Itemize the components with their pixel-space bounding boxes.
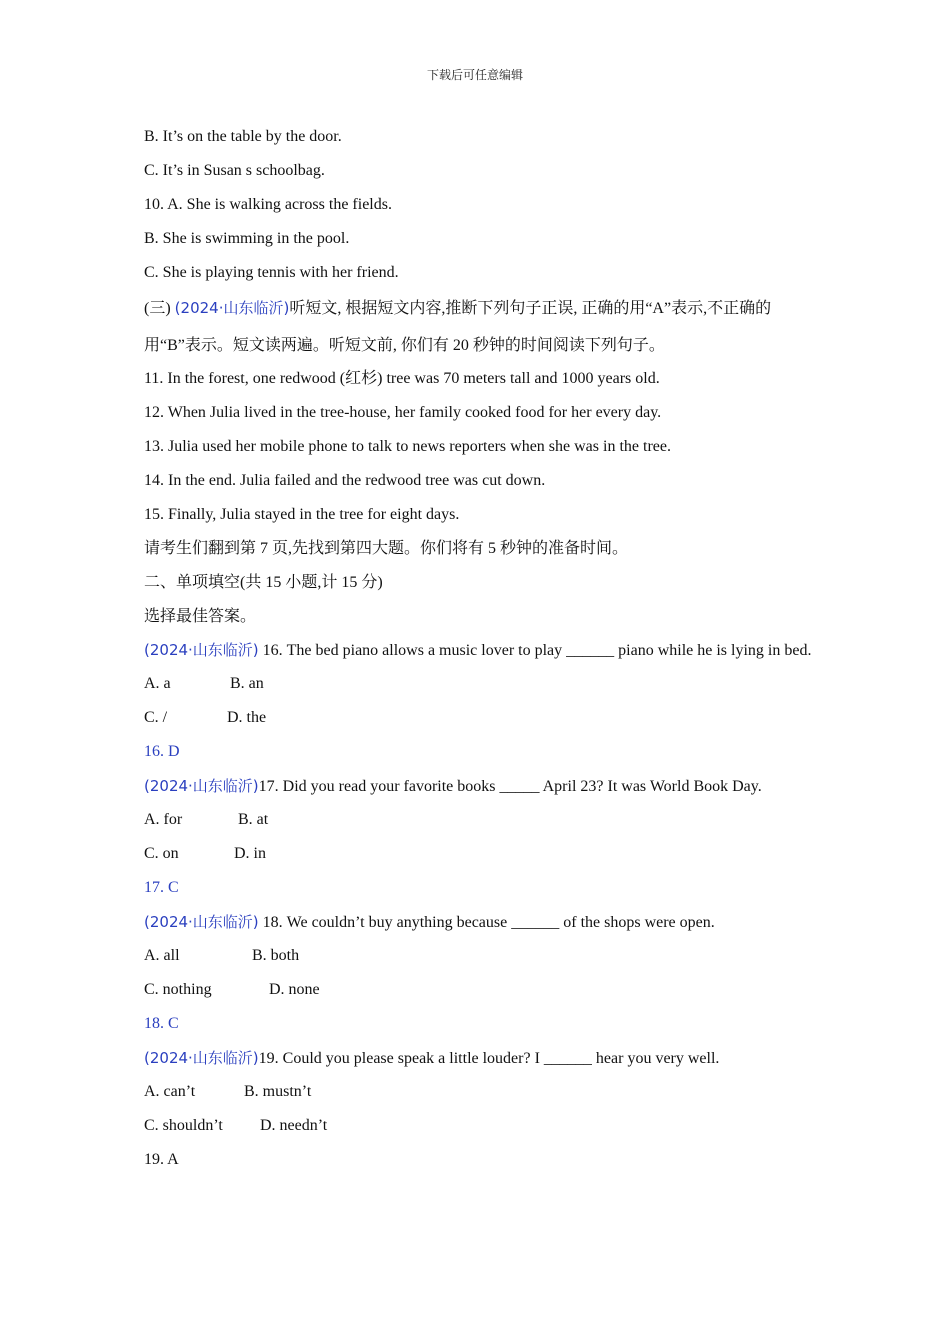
question-18 bbox=[144, 909, 814, 943]
question-line: 10. A. She is walking across the fields. bbox=[144, 196, 392, 213]
option-a: A. can’t bbox=[144, 1083, 196, 1100]
option-d: D. the bbox=[227, 709, 267, 726]
option-c: C. shouldn’t bbox=[144, 1117, 223, 1134]
statement-line: 15. Finally, Julia stayed in the tree for eight days. bbox=[144, 506, 460, 523]
statement-line: 13. Julia used her mobile phone to talk to news reporters when she was in the tree. bbox=[144, 438, 671, 455]
source-tag: (2024·山东临沂) bbox=[144, 777, 259, 795]
options-row bbox=[144, 1113, 814, 1147]
option-c: C. nothing bbox=[144, 981, 212, 998]
section-3-instructions bbox=[144, 290, 814, 364]
answer-line: 18. C bbox=[144, 1015, 179, 1032]
option-line: B. She is swimming in the pool. bbox=[144, 230, 350, 247]
part-title: 二、单项填空(共 15 小题,计 15 分) bbox=[144, 574, 383, 591]
question-text: 18. We couldn’t buy anything because ______ of the shops were open. bbox=[258, 914, 715, 931]
option-d: D. needn’t bbox=[260, 1117, 328, 1134]
option-a: A. a bbox=[144, 675, 171, 692]
option-b: B. both bbox=[252, 947, 300, 964]
instruction-line: 选择最佳答案。 bbox=[144, 608, 257, 625]
options-row bbox=[144, 841, 814, 875]
option-line: B. It’s on the table by the door. bbox=[144, 128, 342, 145]
options-row bbox=[144, 705, 814, 739]
source-tag: (2024·山东临沂) bbox=[144, 641, 259, 659]
question-text: 16. The bed piano allows a music lover to play ______ piano while he is lying in bed. bbox=[258, 642, 812, 659]
option-a: A. for bbox=[144, 811, 183, 828]
options-row bbox=[144, 1079, 814, 1113]
answer-line: 16. D bbox=[144, 743, 180, 760]
option-c: C. / bbox=[144, 709, 168, 726]
options-row bbox=[144, 977, 814, 1011]
option-line: C. It’s in Susan s schoolbag. bbox=[144, 162, 325, 179]
question-text: 19. Could you please speak a little louder? I ______ hear you very well. bbox=[258, 1050, 720, 1067]
instruction-line: 请考生们翻到第 7 页,先找到第四大题。你们将有 5 秒钟的准备时间。 bbox=[144, 540, 629, 557]
source-tag: (2024·山东临沂) bbox=[174, 299, 290, 317]
option-d: D. none bbox=[269, 981, 320, 998]
question-text: 17. Did you read your favorite books _____ April 23? It was World Book Day. bbox=[258, 778, 762, 795]
section-label: (三) bbox=[144, 300, 175, 317]
source-tag: (2024·山东临沂) bbox=[144, 913, 259, 931]
options-row bbox=[144, 671, 814, 705]
question-17 bbox=[144, 773, 814, 807]
statement-line: 11. In the forest, one redwood (红杉) tree was 70 meters tall and 1000 years old. bbox=[144, 370, 660, 387]
option-line: C. She is playing tennis with her friend. bbox=[144, 264, 399, 281]
option-b: B. at bbox=[238, 811, 269, 828]
options-row bbox=[144, 807, 814, 841]
options-row bbox=[144, 943, 814, 977]
option-c: C. on bbox=[144, 845, 179, 862]
question-19 bbox=[144, 1045, 814, 1079]
instruction-text: 听短文, 根据短文内容,推断下列句子正误, 正确的用“A”表示,不正确的用“B”表示。短文读两遍。听短文前, 你们有 20 秒钟的时间阅读下列句子。 bbox=[144, 300, 772, 354]
document-body bbox=[144, 124, 814, 1181]
option-b: B. an bbox=[230, 675, 264, 692]
statement-line: 12. When Julia lived in the tree-house, her family cooked food for her every day. bbox=[144, 404, 662, 421]
source-tag: (2024·山东临沂) bbox=[144, 1049, 259, 1067]
option-a: A. all bbox=[144, 947, 180, 964]
statement-line: 14. In the end. Julia failed and the redwood tree was cut down. bbox=[144, 472, 546, 489]
option-b: B. mustn’t bbox=[244, 1083, 312, 1100]
answer-line: 19. A bbox=[144, 1151, 179, 1168]
option-d: D. in bbox=[234, 845, 266, 862]
question-16 bbox=[144, 632, 814, 669]
answer-line: 17. C bbox=[144, 879, 179, 896]
page-header-note: 下载后可任意编辑 bbox=[426, 68, 523, 82]
